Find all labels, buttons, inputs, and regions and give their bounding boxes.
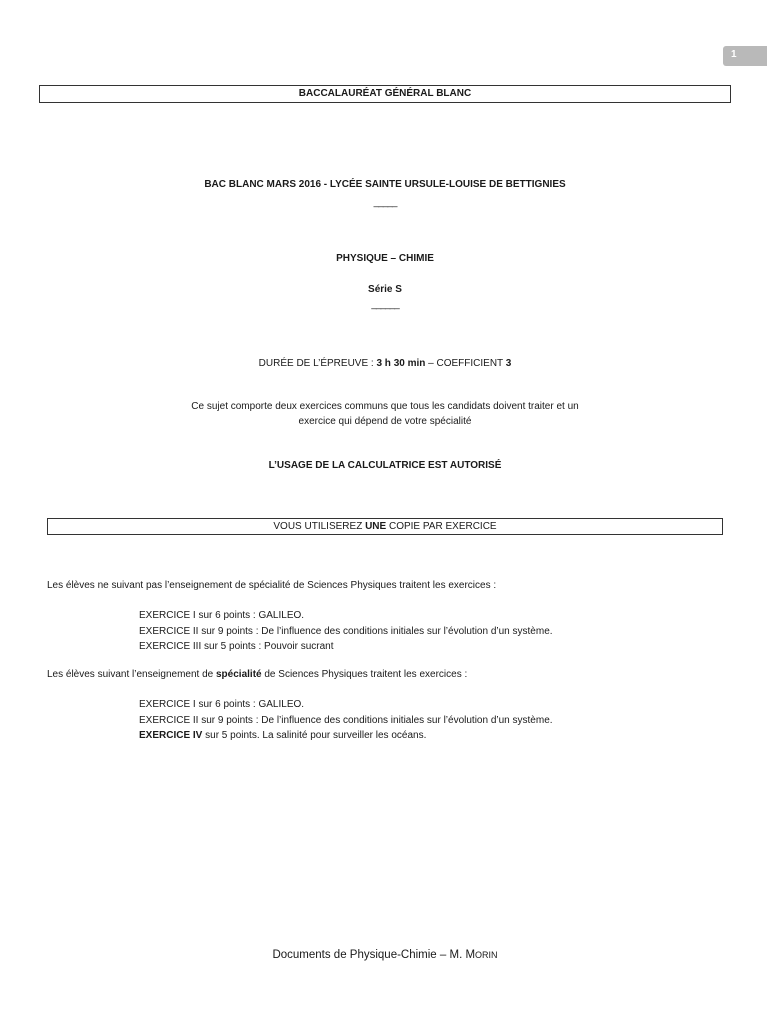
subject-description-line-2: exercice qui dépend de votre spécialité <box>298 416 472 427</box>
separator-2: ______ <box>371 299 399 310</box>
copies-prefix: VOUS UTILISEREZ <box>273 521 366 532</box>
calculator-notice: L’USAGE DE LA CALCULATRICE EST AUTORISÉ <box>268 460 502 471</box>
list-item: EXERCICE I sur 6 points : GALILEO. <box>139 699 305 710</box>
copies-emph: UNE <box>365 521 387 532</box>
list-item: EXERCICE I sur 6 points : GALILEO. <box>139 610 305 621</box>
subject-description-line-1: Ce sujet comporte deux exercices communs que tous les candidats doivent traiter et un <box>191 401 579 412</box>
subject-title: PHYSIQUE – CHIMIE <box>336 253 434 264</box>
page-footer <box>0 949 770 961</box>
duration-line <box>0 358 770 369</box>
duration-prefix: DURÉE DE L’ÉPREUVE : <box>258 358 377 369</box>
copies-box <box>47 518 723 535</box>
copies-suffix: COPIE PAR EXERCICE <box>386 521 497 532</box>
specialty-exercise-list <box>139 697 553 744</box>
coefficient-value: 3 <box>505 358 512 369</box>
list-item: EXERCICE III sur 5 points : Pouvoir sucrant <box>139 641 334 652</box>
exercise-iv-text: sur 5 points. La salinité pour surveiller les océans. <box>202 730 427 741</box>
non-specialty-intro: Les élèves ne suivant pas l’enseignement de spécialité de Sciences Physiques traitent les exercices : <box>47 580 497 591</box>
separator-1: _____ <box>373 197 397 208</box>
header-box: BACCALAURÉAT GÉNÉRAL BLANC <box>39 85 731 103</box>
serie: Série S <box>368 284 402 295</box>
duration-middle: – COEFFICIENT <box>425 358 506 369</box>
list-item <box>139 728 553 744</box>
specialty-intro-emph: spécialité <box>216 669 262 680</box>
specialty-intro <box>47 669 467 680</box>
footer-text: Documents de Physique-Chimie – M. M <box>272 949 476 961</box>
list-item: EXERCICE II sur 9 points : De l’influence des conditions initiales sur l’évolution d’un système. <box>139 714 553 726</box>
duration-value: 3 h 30 min <box>376 358 426 369</box>
specialty-intro-suffix: de Sciences Physiques traitent les exercices : <box>261 669 468 680</box>
exam-title: BAC BLANC MARS 2016 - LYCÉE SAINTE URSULE-LOUISE DE BETTIGNIES <box>204 179 566 190</box>
non-specialty-exercise-list <box>139 608 553 655</box>
footer-smallcaps: ORIN <box>475 950 498 960</box>
exercise-iv-label: EXERCICE IV <box>139 730 203 741</box>
page-number-badge: 1 <box>723 46 767 66</box>
specialty-intro-prefix: Les élèves suivant l’enseignement de <box>47 669 216 680</box>
list-item: EXERCICE II sur 9 points : De l’influence des conditions initiales sur l’évolution d’un système. <box>139 625 553 637</box>
